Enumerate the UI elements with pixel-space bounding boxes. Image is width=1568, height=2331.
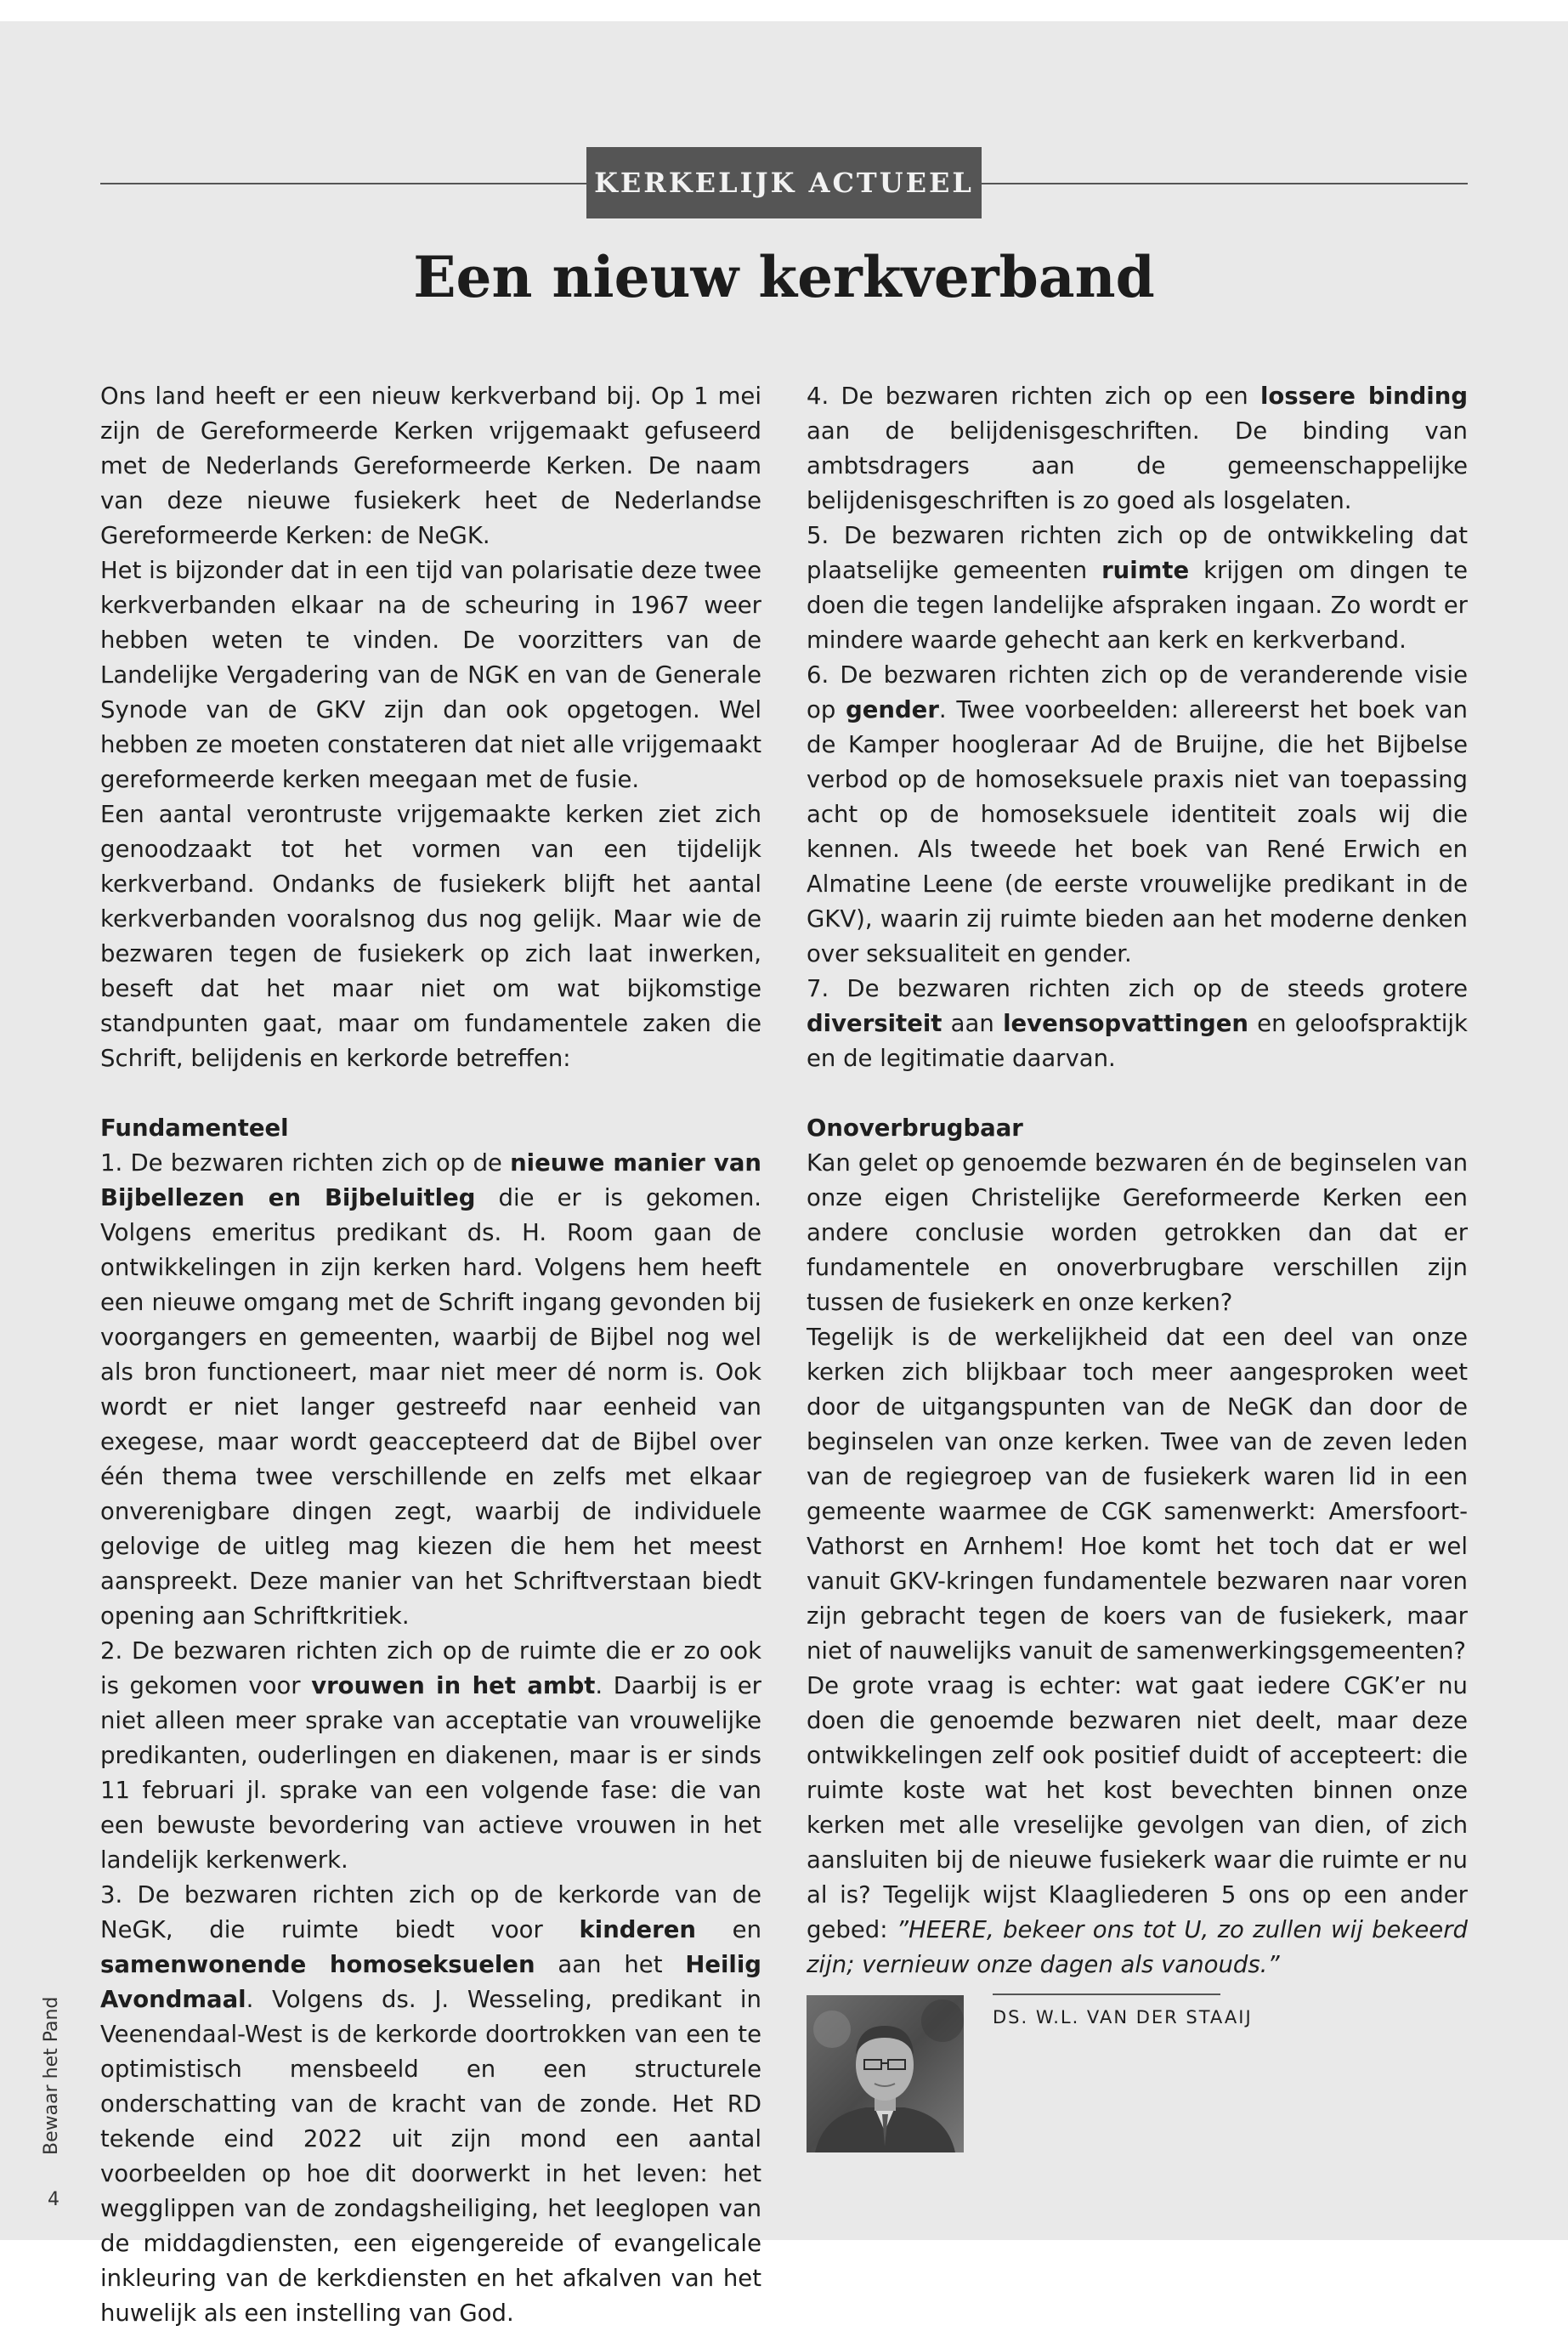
- objection-3: 3. De bezwaren richten zich op de kerkorde van de NeGK, die ruimte biedt voor kinderen en samenwonende homoseksuelen aan het Heilig Avondmaal. Volgens ds. J. Wesseling, predikant in Veenendaal-West is de kerkorde doortrokken van een te optimistisch mensbeeld en een structurele onderschatting van de kracht van de zonde. Het RD tekende eind 2022 uit zijn mond een aantal voorbeelden op hoe dit doorwerkt in het leven: het wegglippen van de zondagsheiliging, het leeglopen van de middagdiensten, een eigengereide of evangelicale inkleuring van de kerkdiensten en het afkalven van het huwelijk als een instelling van God.: [100, 1881, 761, 2327]
- bible-quote: ”HEERE, bekeer ons tot U, zo zullen wij bekeerd zijn; vernieuw onze dagen als vanouds.”: [807, 1916, 1468, 1978]
- author-name: DS. W.L. VAN DER STAAIJ: [993, 2007, 1253, 2028]
- article-title: Een nieuw kerkverband: [413, 244, 1155, 310]
- left-column: [100, 379, 761, 2331]
- intro-paragraph: Ons land heeft er een nieuw kerkverband bij. Op 1 mei zijn de Gereformeerde Kerken vrijgemaakt gefuseerd met de Nederlands Gereformeerde Kerken. De naam van deze nieuwe fusiekerk heet de Nederlandse Gereformeerde Kerken: de NeGK.: [100, 383, 761, 549]
- header-rule-right: [982, 183, 1468, 184]
- objection-5: 5. De bezwaren richten zich op de ontwikkeling dat plaatselijke gemeenten ruimte krijgen om dingen te doen die tegen landelijke afspraken ingaan. Zo wordt er mindere waarde gehecht aan kerk en kerkverband.: [807, 522, 1468, 654]
- author-photo: [807, 1995, 964, 2152]
- body-paragraph: Tegelijk is de werkelijkheid dat een deel van onze kerken zich blijkbaar toch meer aangesproken weet door de uitgangspunten van de NeGK dan door de beginselen van onze kerken. Twee van de zeven leden van de regiegroep van de fusiekerk waren lid in een gemeente waarmee de CGK samenwerkt: Amersfoort-Vathorst en Arnhem! Hoe komt het toch dat er wel vanuit GKV-kringen fundamentele bezwaren naar voren zijn gebracht tegen de koers van de fusiekerk, maar niet of nauwelijks vanuit de samenwerkingsgemeenten?: [807, 1324, 1468, 1665]
- body-paragraph: Kan gelet op genoemde bezwaren én de beginselen van onze eigen Christelijke Gereformeerde Kerken een andere conclusie worden getrokken dan dat er fundamentele en onoverbrugbare verschillen zijn tussen de fusiekerk en onze kerken?: [807, 1149, 1468, 1316]
- intro-paragraph: Het is bijzonder dat in een tijd van polarisatie deze twee kerkverbanden elkaar na de scheuring in 1967 weer hebben weten te vinden. De voorzitters van de Landelijke Vergadering van de NGK en van de Generale Synode van de GKV zijn dan ook opgetogen. Wel hebben ze moeten constateren dat niet alle vrijgemaakt gereformeerde kerken meegaan met de fusie.: [100, 557, 761, 793]
- objection-4: 4. De bezwaren richten zich op een lossere binding aan de belijdenisgeschriften. De binding van ambtsdragers aan de gemeenschappelijke belijdenisgeschriften is zo goed als losgelaten.: [807, 383, 1468, 514]
- header-rule-left: [100, 183, 586, 184]
- page-number: 4: [48, 2189, 59, 2210]
- right-column: [807, 379, 1468, 1982]
- objection-1: 1. De bezwaren richten zich op de nieuwe manier van Bijbellezen en Bijbeluitleg die er is gekomen. Volgens emeritus predikant ds. H. Room gaan de ontwikkelingen in zijn kerken hard. Volgens hem heeft een nieuwe omgang met de Schrift ingang gevonden bij voorgangers en gemeenten, waarbij de Bijbel nog wel als bron functioneert, maar niet meer dé norm is. Ook wordt er niet langer gestreefd naar eenheid van exegese, maar wordt geaccepteerd dat de Bijbel over één thema twee verschillende en zelfs met elkaar onverenigbare dingen zegt, waarbij de individuele gelovige de uitleg mag kiezen die hem het meest aanspreekt. Deze manier van het Schriftverstaan biedt opening aan Schriftkritiek.: [100, 1149, 761, 1630]
- magazine-name: Bewaar het Pand: [41, 1996, 62, 2155]
- page: [0, 21, 1568, 2327]
- closing-paragraph: De grote vraag is echter: wat gaat iedere CGK’er nu doen die genoemde bezwaren niet deelt, maar deze ontwikkelingen zelf ook positief duidt of accepteert: die ruimte koste wat het kost bevechten binnen onze kerken met alle vreselijke gevolgen van dien, of zich aansluiten bij de nieuwe fusiekerk waar die ruimte er nu al is? Tegelijk wijst Klaagliederen 5 ons op een ander gebed: ”HEERE, bekeer ons tot U, zo zullen wij bekeerd zijn; vernieuw onze dagen als vanouds.”: [807, 1672, 1468, 1978]
- objection-6: 6. De bezwaren richten zich op de veranderende visie op gender. Twee voorbeelden: allereerst het boek van de Kamper hoogleraar Ad de Bruijne, die het Bijbelse verbod op de homoseksuele praxis niet van toepassing acht op de homoseksuele identiteit zoals wij die kennen. Als tweede het boek van René Erwich en Almatine Leene (de eerste vrouwelijke predikant in de GKV), waarin zij ruimte bieden aan het moderne denken over seksualiteit en gender.: [807, 661, 1468, 967]
- section-heading-fundamenteel: Fundamenteel: [100, 1114, 289, 1142]
- signature-rule: [993, 1994, 1220, 1995]
- section-heading-onoverbrugbaar: Onoverbrugbaar: [807, 1114, 1023, 1142]
- section-label: KERKELIJK ACTUEEL: [586, 147, 982, 218]
- intro-paragraph: Een aantal verontruste vrijgemaakte kerken ziet zich genoodzaakt tot het vormen van een tijdelijk kerkverband. Ondanks de fusiekerk blijft het aantal kerkverbanden vooralsnog dus nog gelijk. Maar wie de bezwaren tegen de fusiekerk op zich laat inwerken, beseft dat het maar niet om wat bijkomstige standpunten gaat, maar om fundamentele zaken die Schrift, belijdenis en kerkorde betreffen:: [100, 801, 761, 1072]
- objection-2: 2. De bezwaren richten zich op de ruimte die er zo ook is gekomen voor vrouwen in het ambt. Daarbij is er niet alleen meer sprake van acceptatie van vrouwelijke predikanten, ouderlingen en diakenen, maar is er sinds 11 februari jl. sprake van een volgende fase: die van een bewuste bevordering van actieve vrouwen in het landelijk kerkenwerk.: [100, 1637, 761, 1874]
- objection-7: 7. De bezwaren richten zich op de steeds grotere diversiteit aan levensopvattingen en geloofspraktijk en de legitimatie daarvan.: [807, 975, 1468, 1072]
